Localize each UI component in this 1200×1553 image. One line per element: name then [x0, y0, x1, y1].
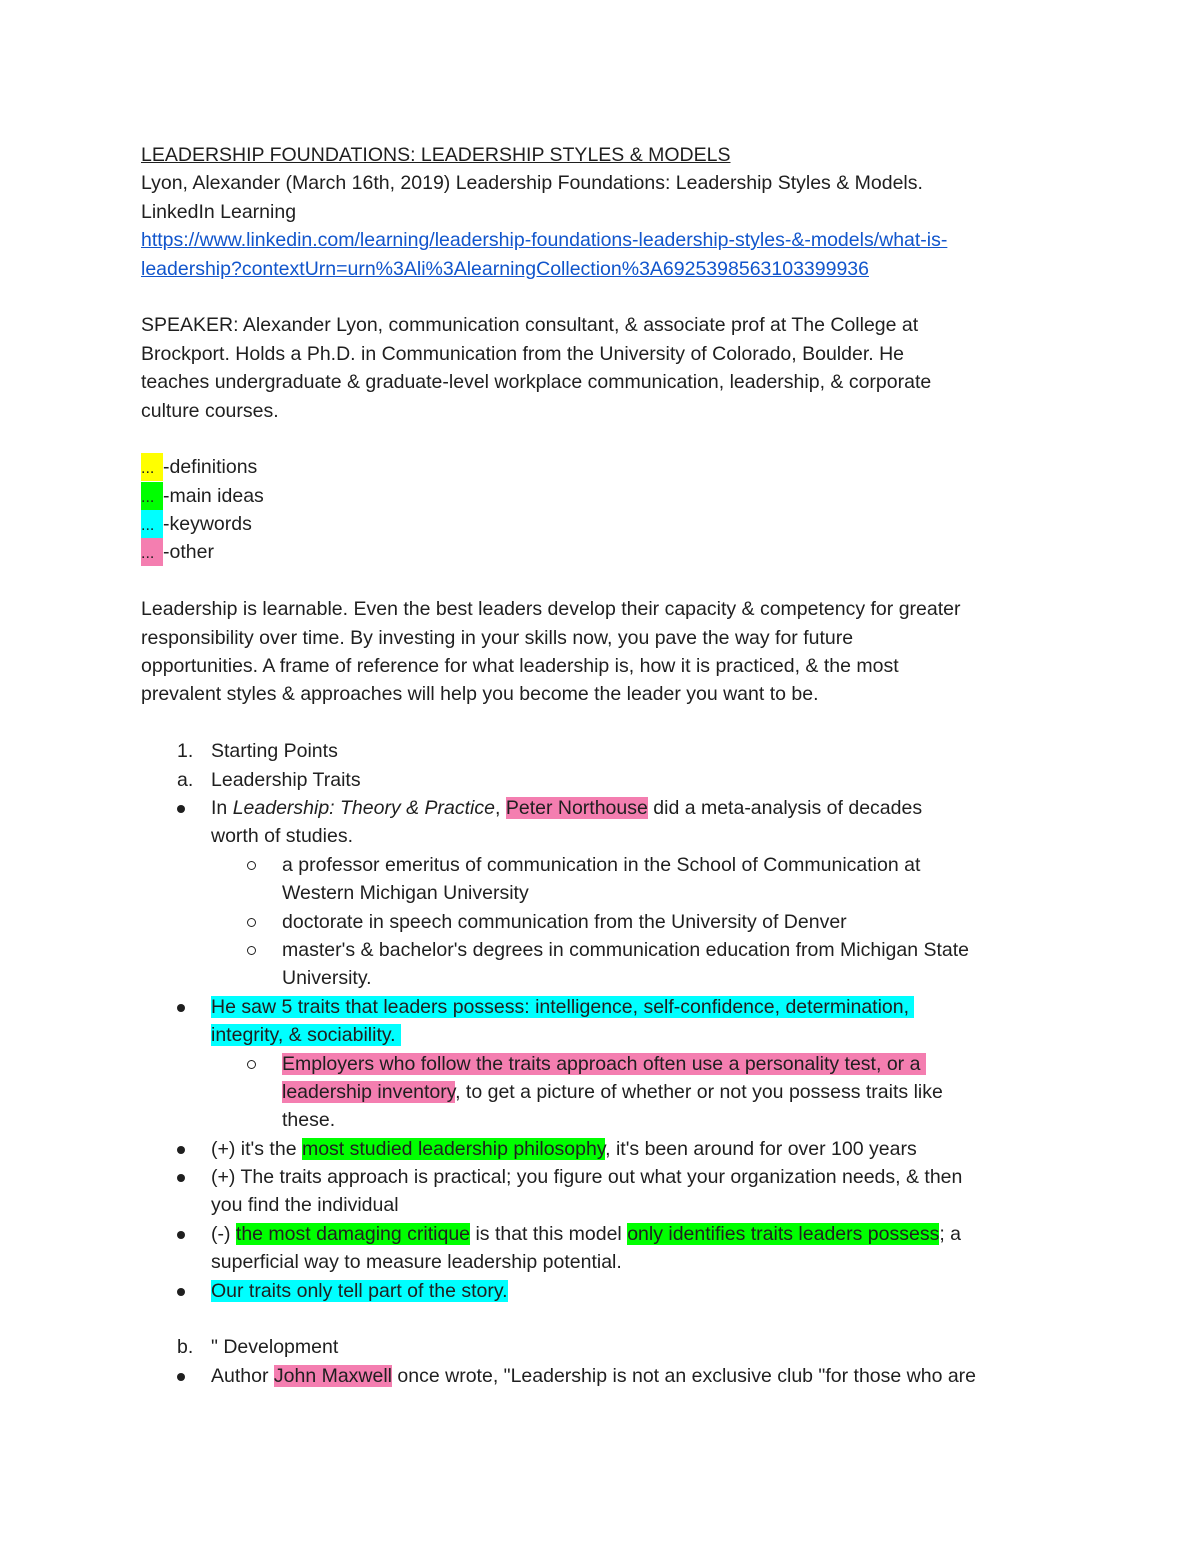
outline-heading-1	[141, 737, 1061, 765]
highlight-other: Peter Northouse	[505, 796, 648, 819]
source-link[interactable]: leadership?contextUrn=urn%3Ali%3AlearningCollection%3A6925398563103399936	[141, 257, 869, 280]
highlight-other: Employers who follow the traits approach often use a personality test, or a	[282, 1052, 926, 1075]
bullet-item	[141, 1277, 1061, 1305]
circle-bullet-icon	[247, 918, 256, 927]
highlight-keyword: He saw 5 traits that leaders possess: intelligence, self-confidence, determination,	[211, 995, 915, 1018]
sub-bullet-item: a professor emeritus of communication in the School of Communication at	[141, 851, 1061, 879]
circle-bullet-icon	[247, 946, 256, 955]
bullet-item: Author John Maxwell once wrote, "Leadership is not an exclusive club "for those who are	[141, 1362, 1061, 1390]
bullet-icon	[177, 1174, 185, 1182]
document-title: LEADERSHIP FOUNDATIONS: LEADERSHIP STYLES & MODELS	[141, 144, 731, 166]
citation-line: Lyon, Alexander (March 16th, 2019) Leadership Foundations: Leadership Styles & Models.	[141, 172, 923, 195]
outline-heading-b	[141, 1333, 1061, 1361]
bullet-item: (-) the most damaging critique is that this model only identifies traits leaders possess; a	[141, 1220, 1061, 1248]
bullet-item	[141, 993, 1061, 1021]
speaker-paragraph-line: culture courses.	[141, 399, 279, 422]
highlight-other: John Maxwell	[273, 1364, 393, 1387]
speaker-paragraph-line: SPEAKER: Alexander Lyon, communication consultant, & associate prof at The College at	[141, 314, 919, 337]
outline-heading-a	[141, 766, 1061, 794]
bullet-continuation: these.	[282, 1109, 336, 1132]
highlight-other: leadership inventory	[282, 1080, 456, 1103]
bullet-icon	[177, 805, 185, 813]
legend-swatch-pink: ...	[141, 538, 163, 566]
circle-bullet-icon	[247, 861, 256, 870]
outline-heading-text: Starting Points	[211, 740, 338, 763]
highlight-keyword: integrity, & sociability.	[211, 1024, 402, 1047]
sub-bullet-item	[141, 1050, 1061, 1078]
book-title: Leadership: Theory & Practice	[232, 796, 495, 819]
legend-item-other: ... -other	[141, 538, 1061, 566]
highlight-keyword: Our traits only tell part of the story.	[211, 1279, 508, 1302]
intro-paragraph-line: prevalent styles & approaches will help you become the leader you want to be.	[141, 683, 819, 706]
bullet-icon	[177, 1231, 185, 1239]
highlight-main-idea: only identifies traits leaders possess	[627, 1222, 940, 1245]
intro-paragraph-line: Leadership is learnable. Even the best leaders develop their capacity & competency for greater	[141, 598, 961, 621]
bullet-continuation: Western Michigan University	[282, 882, 529, 905]
bullet-continuation: superficial way to measure leadership potential.	[211, 1251, 622, 1274]
legend-item-definitions: ... -definitions	[141, 453, 1061, 481]
legend-item-main-ideas: ... -main ideas	[141, 482, 1061, 510]
list-letter: b.	[177, 1336, 194, 1359]
bullet-item: (+) The traits approach is practical; you figure out what your organization needs, & then	[141, 1163, 1061, 1191]
sub-bullet-item: doctorate in speech communication from the University of Denver	[141, 908, 1061, 936]
bullet-continuation: you find the individual	[211, 1194, 399, 1217]
outline-heading-text: Leadership Traits	[211, 768, 361, 791]
bullet-icon	[177, 1146, 185, 1154]
bullet-continuation: worth of studies.	[211, 825, 353, 848]
document-body: LEADERSHIP FOUNDATIONS: LEADERSHIP STYLES & MODELS Lyon, Alexander (March 16th, 2019) Leadership Foundations: Leadership Styles & Models. LinkedIn Learning https://www.linkedin.com/learning/leadership-foundations-leadership-styles-&-models/what-is- leadership?contextUrn=urn%3Ali%3AlearningCollection%3A6925398563103399936 SPEAKER: Alexander Lyon, communication consultant, & associate prof at The College at Brockport. Holds a Ph.D. in Communication from the University of Colorado, Boulder. He teaches undergraduate & graduate-level workplace communication, leadership, & corporate culture courses. ... -definitions ... -main ideas ... -keywords ... -other Leadership is learnable. Even the best leaders develop their capacity & competency for greater responsibility over time. By investing in your skills now, you pave the way for future opportunities. A frame of reference for what leadership is, how it is practiced, & the most prevalent styles & approaches will help you become the leader you want to be. 1. Starting Points a. Leadership Traits In Leadership: Theory & Practice, Peter Northouse did a meta-analysis of decades worth of studies. a professor emeritus of communication in the School of Communication at Western Michigan University doctorate in speech communication from the University of Denver master's & bachelor's degrees in communication education from Michigan State University. He saw 5 traits that leaders possess: intelligence, self-confidence, determination, integrity, & sociability. Employers who follow the traits approach often use a personality test, or a leadership inventory, to get a picture of whether or not you possess traits like these. (+) it's the most studied leadership philosophy, it's been around for over 100 years (+) The traits approach is practical; you figure out what your organization needs, & then you find the individual (-) the most damaging critique is that this model only identifies traits leaders possess; a superficial way to measure leadership potential. Our traits only tell part of the story. b. " Development Author John Maxwell once wrote, "Leadership is not an exclusive club "for those who are	[141, 141, 1061, 1390]
circle-bullet-icon	[247, 1060, 256, 1069]
bullet-item: (+) it's the most studied leadership philosophy, it's been around for over 100 years	[141, 1135, 1061, 1163]
highlight-main-idea: most studied leadership philosophy	[301, 1137, 606, 1160]
intro-paragraph-line: opportunities. A frame of reference for what leadership is, how it is practiced, & the most	[141, 655, 899, 678]
citation-line: LinkedIn Learning	[141, 200, 297, 223]
list-number: 1.	[177, 740, 194, 763]
sub-bullet-item: master's & bachelor's degrees in communication education from Michigan State	[141, 936, 1061, 964]
speaker-paragraph-line: teaches undergraduate & graduate-level workplace communication, leadership, & corporate	[141, 371, 932, 394]
legend-swatch-yellow: ...	[141, 453, 163, 481]
list-letter: a.	[177, 768, 194, 791]
source-link[interactable]: https://www.linkedin.com/learning/leadership-foundations-leadership-styles-&-models/what-is-	[141, 229, 948, 252]
bullet-icon	[177, 1004, 185, 1012]
legend-swatch-cyan: ...	[141, 510, 163, 538]
bullet-icon	[177, 1288, 185, 1296]
legend-swatch-green: ...	[141, 482, 163, 510]
bullet-item: In Leadership: Theory & Practice, Peter Northouse did a meta-analysis of decades	[141, 794, 1061, 822]
outline-heading-text: " Development	[211, 1336, 339, 1359]
speaker-paragraph-line: Brockport. Holds a Ph.D. in Communication from the University of Colorado, Boulder. He	[141, 342, 904, 365]
legend-item-keywords: ... -keywords	[141, 510, 1061, 538]
bullet-icon	[177, 1373, 185, 1381]
bullet-continuation: University.	[282, 967, 372, 990]
highlight-main-idea: the most damaging critique	[235, 1222, 471, 1245]
intro-paragraph-line: responsibility over time. By investing in your skills now, you pave the way for future	[141, 626, 854, 649]
